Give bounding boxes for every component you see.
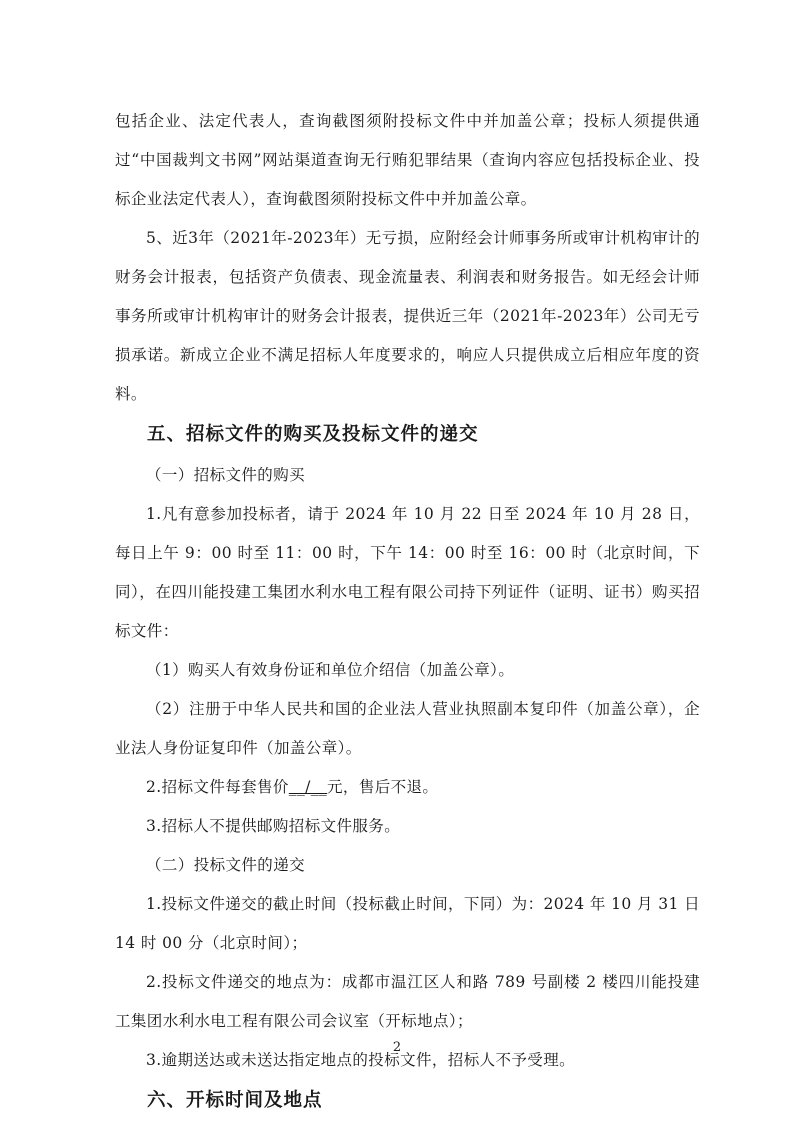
price-prefix: 2.招标文件每套售价 [146, 778, 289, 796]
item-submission-location: 2.投标文件递交的地点为：成都市温江区人和路 789 号副楼 2 楼四川能投建工集团水利水电工程有限公司会议室（开标地点）； [115, 973, 700, 1030]
subheading-purchase: （一）招标文件的购买 [146, 466, 306, 484]
page-number: 2 [392, 1040, 402, 1055]
section-heading-opening: 六、开标时间及地点 [147, 1090, 323, 1111]
item-deadline: 1.投标文件递交的截止时间（投标截止时间，下同）为：2024 年 10 月 31 日 14 时 00 分（北京时间）； [115, 895, 700, 952]
item-purchase-doc-1: （1）购买人有效身份证和单位介绍信（加盖公章）。 [146, 661, 515, 679]
item-purchase-time-place: 1.凡有意参加投标者，请于 2024 年 10 月 22 日至 2024 年 10 月 28 日，每日上午 9：00 时至 11：00 时，下午 14：00 时至 16：00 时（北京时间，下同），在四川能投建工集团水利水电工程有限公司持下列证件（证明、证书）购买招标文件： [115, 505, 700, 640]
paragraph-no-loss-requirement: 5、近3年（2021年-2023年）无亏损，应附经会计师事务所或审计机构审计的财务会计报表，包括资产负债表、现金流量表、利润表和财务报告。如无经会计师事务所或审计机构审计的财务会计报表，提供近三年（2021年-2023年）公司无亏损承诺。新成立企业不满足招标人年度要求的，响应人只提供成立后相应年度的资料。 [115, 229, 700, 403]
price-value: __/__ [288, 778, 328, 796]
item-no-mail-order: 3.招标人不提供邮购招标文件服务。 [146, 817, 401, 835]
section-heading-purchase-submission: 五、招标文件的购买及投标文件的递交 [147, 424, 479, 445]
paragraph-qualification-continued: 包括企业、法定代表人，查询截图须附投标文件中并加盖公章；投标人须提供通过“中国裁判文书网”网站渠道查询无行贿犯罪结果（查询内容应包括投标企业、投标企业法定代表人），查询截图须附投标文件中并加盖公章。 [115, 112, 700, 208]
page-content [115, 102, 700, 1122]
subheading-submission: （二）投标文件的递交 [146, 856, 306, 874]
item-purchase-doc-2: （2）注册于中华人民共和国的企业法人营业执照副本复印件（加盖公章），企业法人身份证复印件（加盖公章）。 [115, 700, 700, 757]
price-suffix: 元，售后不退。 [327, 778, 439, 796]
item-late-submission: 3.逾期送达或未送达指定地点的投标文件，招标人不予受理。 [146, 1051, 575, 1069]
item-price [115, 768, 700, 807]
